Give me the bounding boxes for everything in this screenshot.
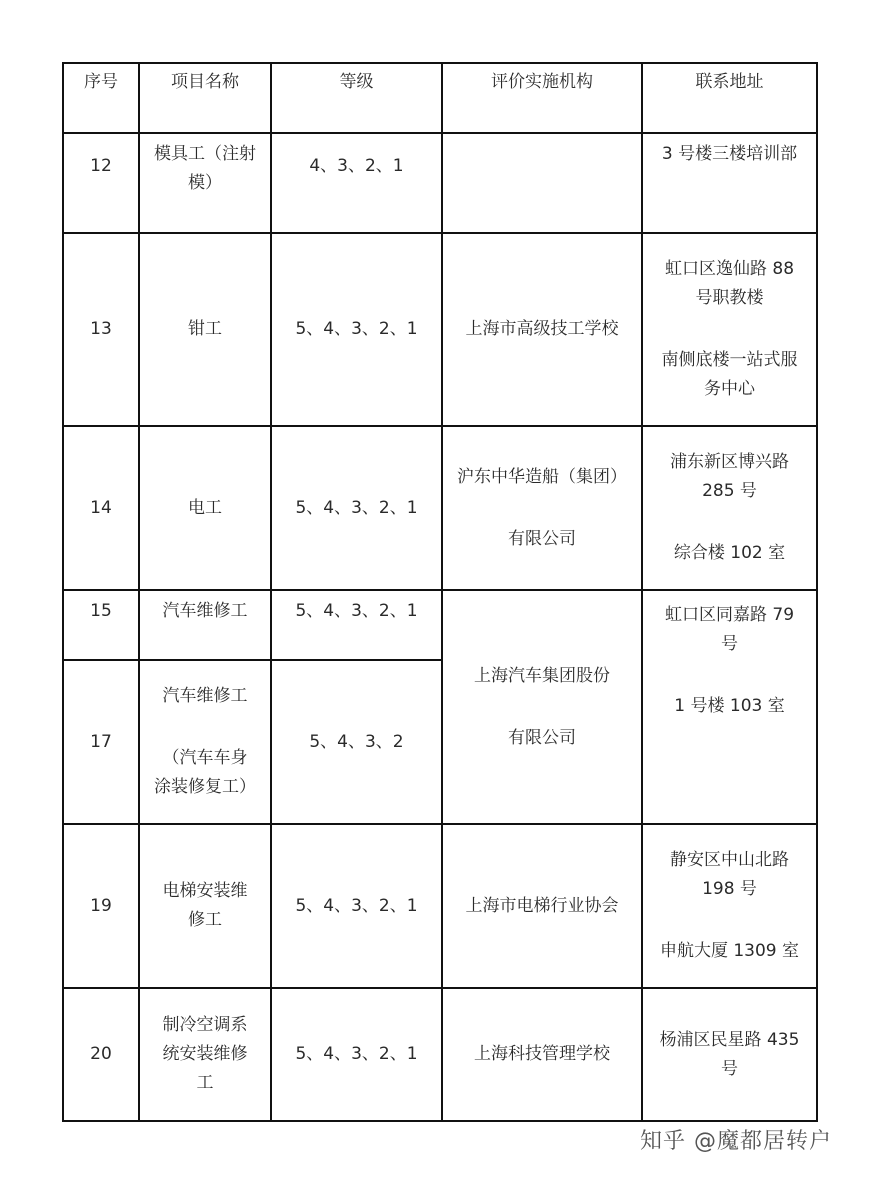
name-line: 修工 (188, 910, 222, 930)
row-address (642, 824, 817, 988)
row-project-name (139, 660, 271, 824)
header-project-name: 项目名称 (139, 63, 271, 133)
row-project-name (139, 988, 271, 1121)
row-org: 上海市电梯行业协会 (442, 824, 642, 988)
address-line: 号 (721, 1058, 738, 1079)
row-project-name: 电工 (139, 426, 271, 590)
row-level: 5、4、3、2、1 (271, 426, 442, 590)
row-no: 17 (63, 660, 139, 824)
skill-assessment-table (62, 62, 818, 1122)
name-line: 工 (196, 1073, 214, 1093)
address-line: 杨浦区民星路 435 (659, 1029, 800, 1050)
header-org: 评价实施机构 (442, 63, 642, 133)
row-org (442, 590, 642, 824)
org-line: 沪东中华造船（集团） (457, 466, 627, 487)
address-line: 浦东新区博兴路 (670, 452, 789, 472)
address-line: 静安区中山北路 (670, 850, 789, 870)
table-row (63, 233, 817, 426)
address-line: 综合楼 102 室 (673, 543, 786, 563)
name-line: 涂装修复工） (154, 777, 256, 797)
row-org: 上海科技管理学校 (442, 988, 642, 1121)
org-line: 有限公司 (508, 727, 576, 748)
row-level: 5、4、3、2 (271, 660, 442, 824)
address-line: 虹口区同嘉路 79 (664, 605, 795, 625)
address-line: 虹口区逸仙路 88 (664, 259, 795, 279)
address-line: 198 号 (702, 879, 757, 899)
row-address (642, 988, 817, 1121)
row-no: 12 (63, 133, 139, 233)
row-address (642, 590, 817, 824)
address-line: 号 (721, 634, 738, 654)
address-line: 285 号 (702, 481, 757, 501)
row-level: 4、3、2、1 (271, 133, 442, 233)
table-row (63, 988, 817, 1121)
row-no: 13 (63, 233, 139, 426)
row-level: 5、4、3、2、1 (271, 233, 442, 426)
row-org-empty (442, 133, 642, 233)
name-line: 模） (188, 173, 222, 193)
name-line: 电梯安装维 (162, 881, 248, 901)
row-no: 20 (63, 988, 139, 1121)
header-level: 等级 (271, 63, 442, 133)
row-address (642, 233, 817, 426)
name-line: 制冷空调系 (162, 1015, 248, 1035)
row-no: 15 (63, 590, 139, 660)
address-line: 1 号楼 103 室 (674, 696, 785, 716)
org-line: 有限公司 (508, 528, 576, 549)
address-line: 务中心 (704, 379, 755, 399)
table-row (63, 426, 817, 590)
row-address (642, 426, 817, 590)
row-level: 5、4、3、2、1 (271, 824, 442, 988)
table-row (63, 824, 817, 988)
zhihu-watermark: 知乎 @魔都居转户 (640, 1129, 832, 1154)
row-address (642, 133, 817, 233)
address-line: 3 号楼三楼培训部 (661, 144, 798, 164)
name-line: 模具工（注射 (154, 144, 256, 164)
address-line: 号职教楼 (695, 288, 764, 308)
name-line: 统安装维修 (162, 1044, 248, 1064)
row-org (442, 426, 642, 590)
name-line: 汽车维修工 (162, 686, 248, 706)
row-no: 19 (63, 824, 139, 988)
row-no: 14 (63, 426, 139, 590)
address-line: 南侧底楼一站式服 (661, 350, 798, 370)
row-level: 5、4、3、2、1 (271, 590, 442, 660)
header-row (63, 63, 817, 133)
row-level: 5、4、3、2、1 (271, 988, 442, 1121)
row-project-name (139, 133, 271, 233)
row-project-name (139, 824, 271, 988)
org-line: 上海汽车集团股份 (474, 665, 610, 686)
table-row (63, 590, 817, 660)
address-line: 申航大厦 1309 室 (659, 941, 800, 961)
header-address: 联系地址 (642, 63, 817, 133)
row-project-name: 钳工 (139, 233, 271, 426)
name-line: （汽车车身 (162, 748, 248, 768)
table-row (63, 133, 817, 233)
row-org: 上海市高级技工学校 (442, 233, 642, 426)
header-no: 序号 (63, 63, 139, 133)
row-project-name: 汽车维修工 (139, 590, 271, 660)
